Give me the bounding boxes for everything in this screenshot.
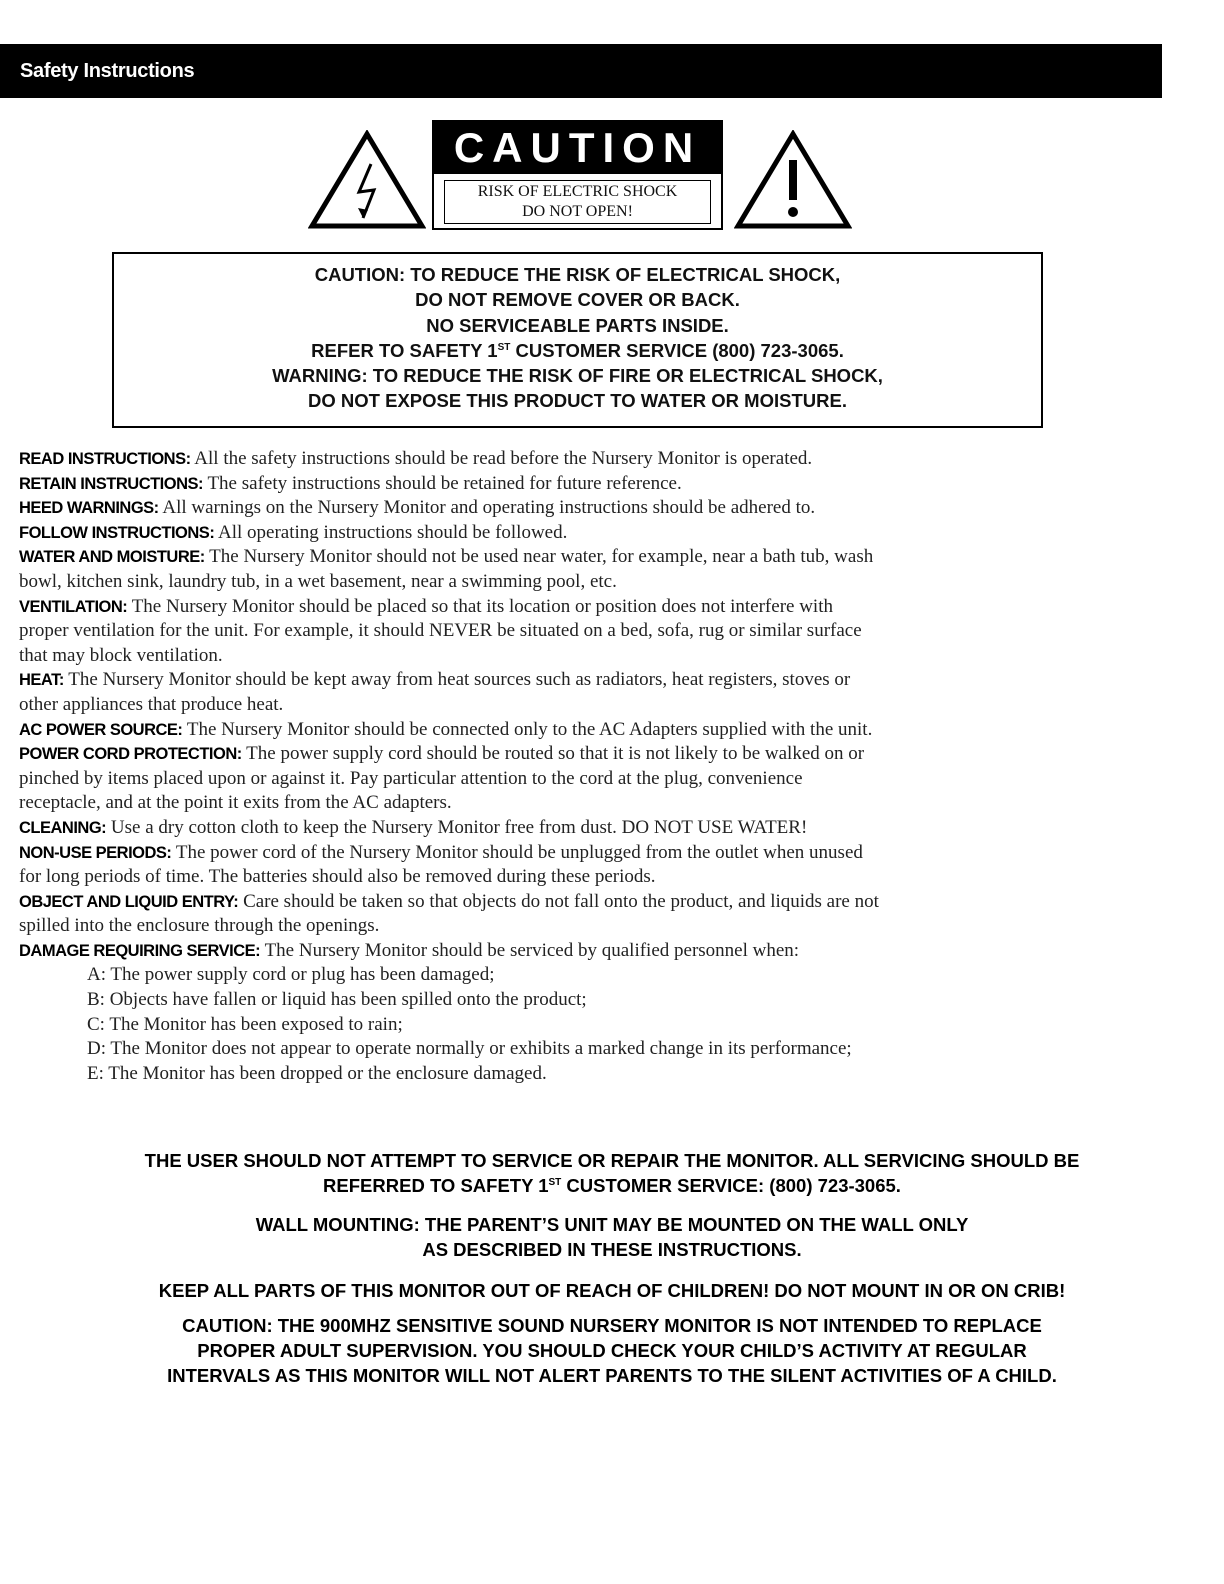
instruction-label: DAMAGE REQUIRING SERVICE: bbox=[19, 941, 261, 960]
instruction-text: The Nursery Monitor should be placed so that its location or position does not interfere with bbox=[131, 595, 833, 617]
instruction-text: bowl, kitchen sink, laundry tub, in a wet basement, near a swimming pool, etc. bbox=[19, 570, 617, 592]
instruction-text: Care should be taken so that objects do not fall onto the product, and liquids are not bbox=[243, 890, 879, 912]
instruction-text: The Nursery Monitor should be serviced by qualified personnel when: bbox=[264, 939, 800, 961]
warning-line bbox=[114, 338, 1041, 363]
supervision-notice bbox=[0, 1313, 1224, 1388]
damage-item: C: The Monitor has been exposed to rain; bbox=[87, 1013, 403, 1035]
damage-item: A: The power supply cord or plug has been damaged; bbox=[87, 964, 495, 986]
warning-line: NO SERVICEABLE PARTS INSIDE. bbox=[426, 314, 729, 336]
service-notice bbox=[0, 1148, 1224, 1198]
instruction-label: HEAT: bbox=[19, 671, 64, 690]
instruction-text: All warnings on the Nursery Monitor and operating instructions should be adhered to. bbox=[162, 497, 816, 519]
instruction-line bbox=[19, 521, 1219, 546]
instruction-label: POWER CORD PROTECTION: bbox=[19, 745, 242, 764]
notice-line: AS DESCRIBED IN THESE INSTRUCTIONS. bbox=[422, 1239, 802, 1260]
instruction-line bbox=[19, 619, 1219, 644]
instruction-line bbox=[19, 816, 1219, 841]
instruction-line bbox=[19, 668, 1219, 693]
instruction-line bbox=[19, 570, 1219, 595]
instruction-text: that may block ventilation. bbox=[19, 644, 223, 666]
warning-box bbox=[112, 252, 1043, 428]
instruction-label: READ INSTRUCTIONS: bbox=[19, 450, 191, 468]
caution-subtext-line: DO NOT OPEN! bbox=[522, 203, 633, 220]
instruction-line bbox=[19, 545, 1219, 570]
instruction-text: The power cord of the Nursery Monitor should be unplugged from the outlet when unused bbox=[175, 841, 863, 863]
notice-line: CAUTION: THE 900MHZ SENSITIVE SOUND NURSERY MONITOR IS NOT INTENDED TO REPLACE bbox=[182, 1315, 1042, 1336]
instruction-text: proper ventilation for the unit. For example, it should NEVER be situated on a bed, sofa, rug or similar surface bbox=[19, 620, 862, 642]
superscript: ST bbox=[497, 341, 511, 353]
superscript: ST bbox=[548, 1177, 562, 1188]
instruction-label: OBJECT AND LIQUID ENTRY: bbox=[19, 892, 239, 911]
notice-line: WALL MOUNTING: THE PARENT’S UNIT MAY BE MOUNTED ON THE WALL ONLY bbox=[255, 1214, 969, 1235]
notice-line: THE USER SHOULD NOT ATTEMPT TO SERVICE OR REPAIR THE MONITOR. ALL SERVICING SHOULD BE bbox=[144, 1150, 1080, 1171]
notice-text: CUSTOMER SERVICE: (800) 723-3065. bbox=[561, 1175, 901, 1196]
instruction-line bbox=[19, 767, 1219, 792]
instruction-line bbox=[19, 914, 1219, 939]
instruction-text: The Nursery Monitor should not be used near water, for example, near a bath tub, wash bbox=[209, 546, 874, 568]
instruction-text: The safety instructions should be retained for future reference. bbox=[207, 472, 682, 494]
instruction-line bbox=[19, 939, 1219, 964]
section-title: Safety Instructions bbox=[20, 59, 195, 82]
lightning-warning-icon bbox=[308, 130, 426, 230]
instruction-label: CLEANING: bbox=[19, 818, 107, 837]
instruction-line bbox=[19, 841, 1219, 866]
warning-line: DO NOT REMOVE COVER OR BACK. bbox=[415, 289, 740, 311]
instruction-text: other appliances that produce heat. bbox=[19, 693, 284, 715]
warning-line: DO NOT EXPOSE THIS PRODUCT TO WATER OR MOISTURE. bbox=[308, 390, 847, 412]
caution-label bbox=[308, 120, 853, 232]
instruction-line bbox=[19, 595, 1219, 620]
notice-text: REFERRED TO SAFETY 1 bbox=[323, 1175, 549, 1196]
instruction-text: for long periods of time. The batteries should also be removed during these periods. bbox=[19, 866, 656, 888]
damage-item: B: Objects have fallen or liquid has been spilled onto the product; bbox=[87, 989, 587, 1011]
warning-text: CUSTOMER SERVICE (800) 723-3065. bbox=[510, 339, 844, 361]
section-header bbox=[0, 44, 1162, 98]
instruction-text: pinched by items placed upon or against it. Pay particular attention to the cord at the plug, convenience bbox=[19, 767, 803, 789]
instruction-line bbox=[19, 644, 1219, 669]
instruction-line bbox=[19, 472, 1219, 497]
instruction-text: The Nursery Monitor should be kept away from heat sources such as radiators, heat registers, stoves or bbox=[68, 669, 851, 691]
instruction-text: receptacle, and at the point it exits from the AC adapters. bbox=[19, 792, 452, 814]
instruction-line bbox=[19, 865, 1219, 890]
instruction-text: The Nursery Monitor should be connected only to the AC Adapters supplied with the unit. bbox=[186, 718, 873, 740]
notice-line bbox=[0, 1173, 1224, 1198]
instructions-list bbox=[19, 447, 1219, 1086]
caution-subtext-line: RISK OF ELECTRIC SHOCK bbox=[477, 183, 678, 200]
instruction-line bbox=[19, 890, 1219, 915]
notice-line: KEEP ALL PARTS OF THIS MONITOR OUT OF REACH OF CHILDREN! DO NOT MOUNT IN OR ON CRIB! bbox=[158, 1280, 1066, 1301]
caution-subtext bbox=[444, 180, 711, 224]
instruction-line bbox=[19, 791, 1219, 816]
notice-line: INTERVALS AS THIS MONITOR WILL NOT ALERT PARENTS TO THE SILENT ACTIVITIES OF A CHILD. bbox=[167, 1365, 1057, 1386]
wall-mounting-notice bbox=[0, 1212, 1224, 1262]
damage-item: D: The Monitor does not appear to operate normally or exhibits a marked change in its performance; bbox=[87, 1038, 852, 1060]
instruction-text: spilled into the enclosure through the openings. bbox=[19, 915, 380, 937]
warning-text: REFER TO SAFETY 1 bbox=[311, 339, 498, 361]
warning-line: CAUTION: TO REDUCE THE RISK OF ELECTRICAL SHOCK, bbox=[314, 264, 841, 285]
warning-line: WARNING: TO REDUCE THE RISK OF FIRE OR ELECTRICAL SHOCK, bbox=[272, 365, 883, 387]
instruction-label: VENTILATION: bbox=[19, 597, 128, 616]
instruction-text: All operating instructions should be followed. bbox=[218, 521, 568, 543]
instruction-line bbox=[19, 742, 1219, 767]
instruction-label: RETAIN INSTRUCTIONS: bbox=[19, 474, 204, 493]
instruction-text: The power supply cord should be routed so that it is not likely to be walked on or bbox=[246, 743, 865, 765]
instruction-line bbox=[19, 496, 1219, 521]
instruction-label: NON-USE PERIODS: bbox=[19, 843, 172, 862]
caution-title: CAUTION bbox=[434, 122, 721, 174]
instruction-line bbox=[19, 693, 1219, 718]
instruction-text: All the safety instructions should be read before the Nursery Monitor is operated. bbox=[194, 448, 813, 469]
instruction-line bbox=[19, 718, 1219, 743]
caution-block bbox=[432, 120, 723, 230]
damage-item: E: The Monitor has been dropped or the enclosure damaged. bbox=[87, 1062, 547, 1084]
instruction-label: WATER AND MOISTURE: bbox=[19, 548, 205, 567]
instruction-label: AC POWER SOURCE: bbox=[19, 720, 183, 739]
exclamation-warning-icon bbox=[734, 130, 852, 230]
instruction-text: Use a dry cotton cloth to keep the Nursery Monitor free from dust. DO NOT USE WATER! bbox=[110, 816, 808, 838]
keep-away-notice bbox=[0, 1278, 1224, 1303]
notice-line: PROPER ADULT SUPERVISION. YOU SHOULD CHECK YOUR CHILD’S ACTIVITY AT REGULAR bbox=[197, 1340, 1027, 1361]
instruction-label: HEED WARNINGS: bbox=[19, 499, 159, 518]
instruction-line bbox=[19, 447, 1219, 472]
instruction-label: FOLLOW INSTRUCTIONS: bbox=[19, 523, 215, 542]
